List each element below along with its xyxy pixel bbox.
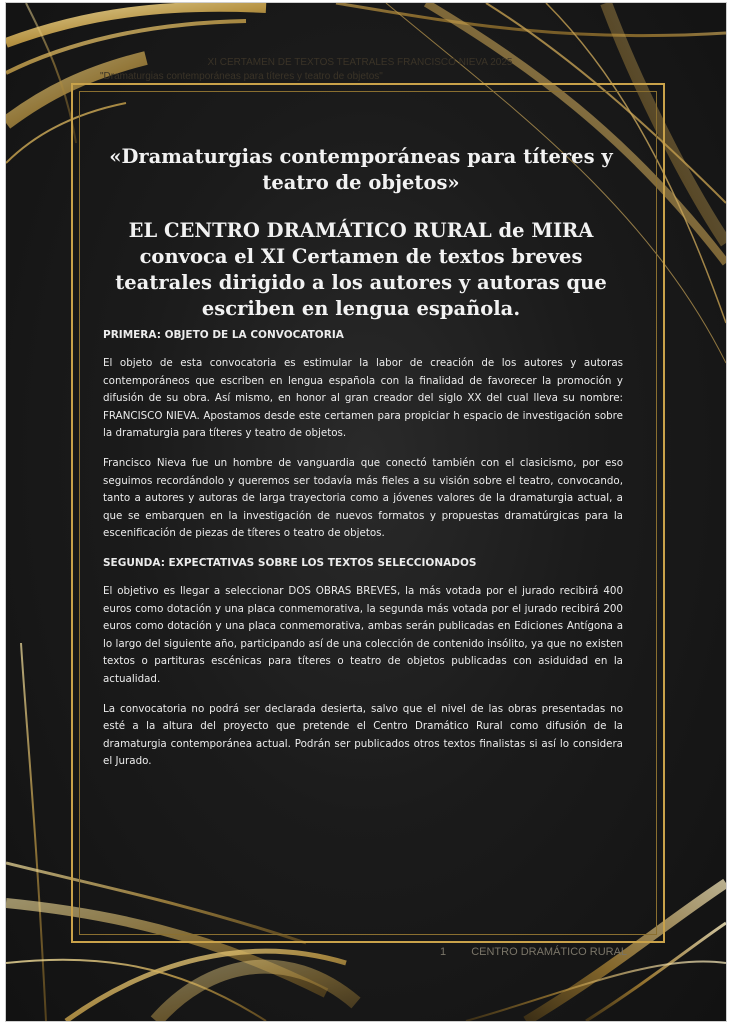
section-heading: SEGUNDA: EXPECTATIVAS SOBRE LOS TEXTOS SELECCIONADOS — [103, 556, 477, 569]
document-title: «Dramaturgias contemporáneas para títeres y teatro de objetos» — [109, 145, 613, 194]
paragraph: La convocatoria no podrá ser declarada desierta, salvo que el nivel de las obras presentadas no esté a la altura del proyecto que pretende el Centro Dramático Rural como difusión de la dramaturgia contemporánea actual. Podrán ser publicados otros textos finalistas si así lo considera el Jurado. — [103, 702, 623, 768]
paragraph: El objeto de esta convocatoria es estimular la labor de creación de los autores y autoras contemporáneos que escriben en lengua española con la finalidad de favorecer la promoción y difusión de su obra. Así mismo, en honor al gran creador del siglo XX del cual lleva su nombre: FRANCISCO NIEVA. Apostamos desde este certamen para propiciar h espacio de investigación sobre la dramaturgia para títeres y teatro de objetos. — [103, 357, 623, 440]
document-body — [103, 327, 623, 783]
running-header-subtitle: "Dramaturgias contemporáneas para títeres y teatro de objetos" — [100, 71, 383, 82]
paragraph: Francisco Nieva fue un hombre de vanguardia que conectó también con el clasicismo, por eso seguimos recordándolo y queremos ser todavía más fieles a su visión sobre el teatro, convocando, tanto a autores y autoras de larga trayectoria como a jóvenes valores de la dramaturgia actual, a que se embarquen en la investigación de nuevos formatos y propuestas dramatúrgicas para la escenificación de piezas de títeres o teatro de objetos. — [103, 456, 623, 540]
running-header-title: XI CERTAMEN DE TEXTOS TEATRALES FRANCISCO NIEVA 2025 — [207, 57, 513, 68]
section-heading: PRIMERA: OBJETO DE LA CONVOCATORIA — [103, 329, 344, 341]
paragraph: El objetivo es llegar a seleccionar DOS OBRAS BREVES, la más votada por el jurado recibirá 400 euros como dotación y una placa conmemorativa, la segunda más votada por el jurado recibirá 200 euros como dotación y una placa conmemorativa, ambas serán publicadas en Ediciones Antígona a lo largo del siguiente año, participando así de una colección de contenido insólito, ya que no existen textos o partituras escénicas para títeres o teatro de objetos publicadas con asiduidad en la actualidad. — [103, 584, 623, 685]
section-primera — [103, 327, 623, 543]
section-segunda — [103, 555, 623, 771]
footer-organization: CENTRO DRAMÁTICO RURAL — [471, 946, 628, 958]
page-footer — [440, 946, 627, 958]
page-number: 1 — [440, 946, 447, 958]
document-subtitle: EL CENTRO DRAMÁTICO RURAL de MIRA convoca el XI Certamen de textos breves teatrales dirigido a los autores y autoras que escriben en lengua española. — [115, 219, 607, 320]
